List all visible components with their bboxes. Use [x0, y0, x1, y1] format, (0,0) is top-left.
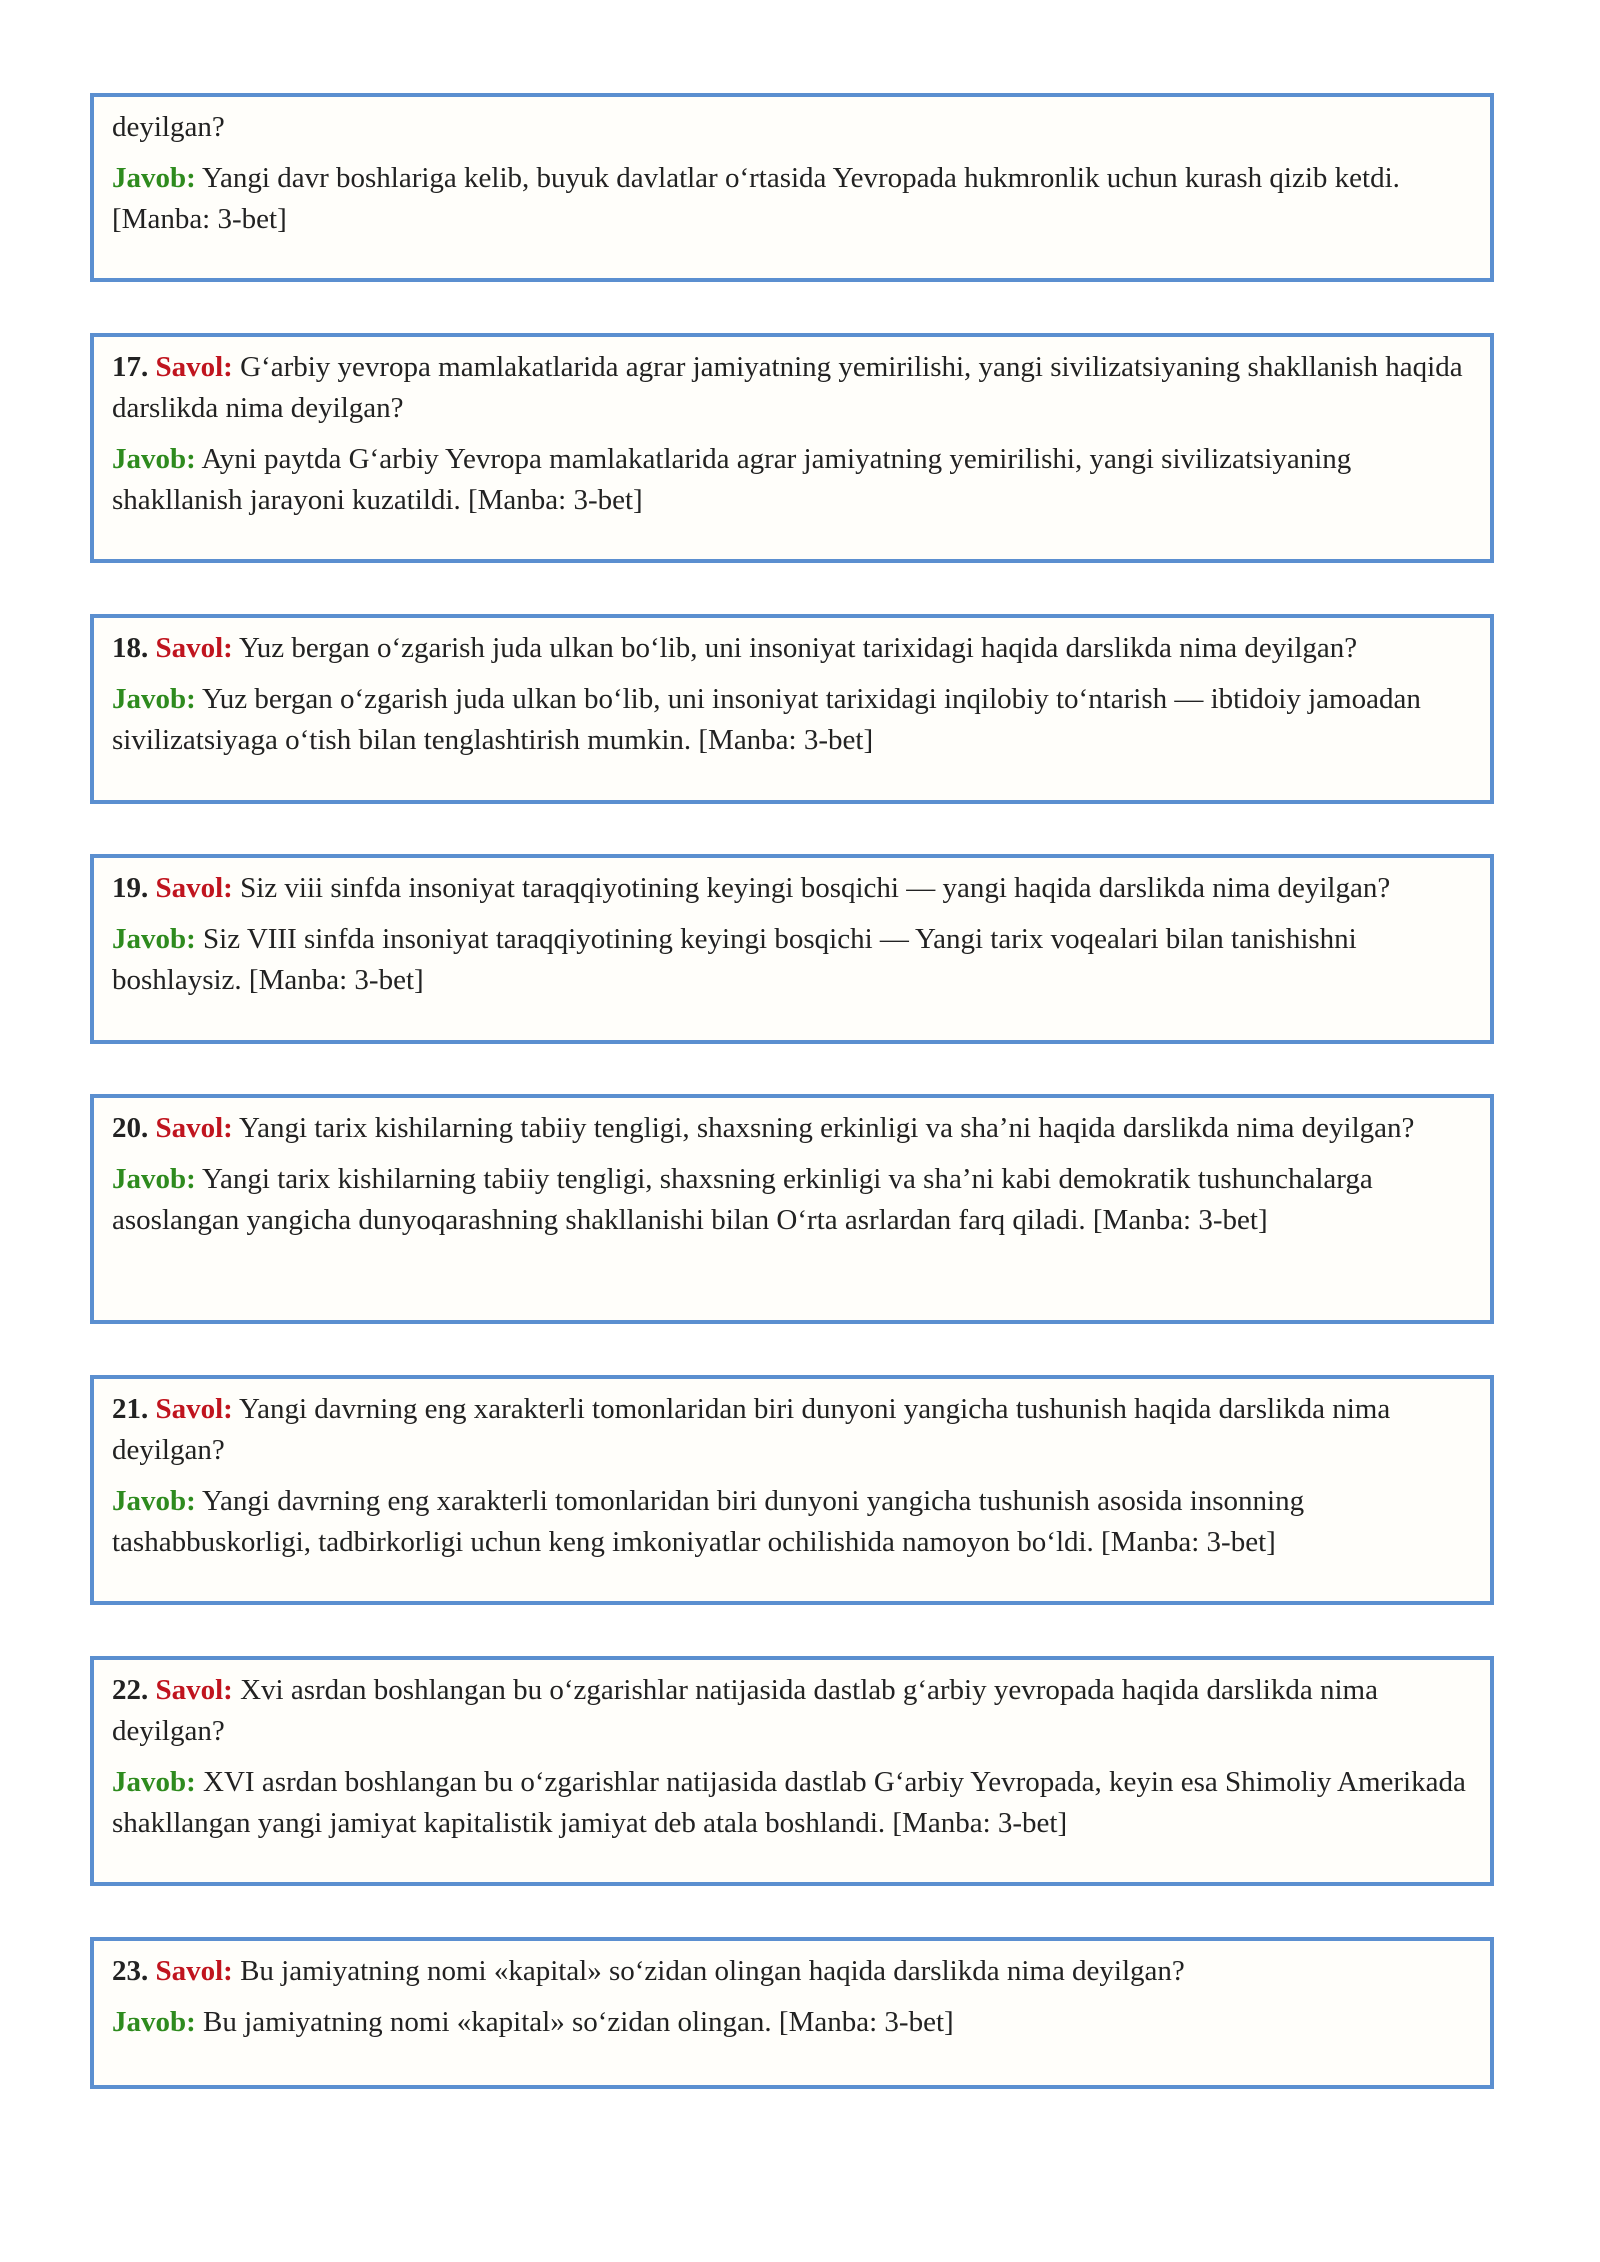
answer [112, 1762, 1472, 1844]
question [112, 868, 1472, 909]
question-number: 23. [112, 1955, 149, 1987]
javob-label: Javob: [112, 1163, 196, 1195]
answer [112, 439, 1472, 521]
savol-label: Savol: [155, 1393, 233, 1425]
qa-box-19 [90, 854, 1494, 1044]
answer-text: Bu jamiyatning nomi «kapital» so‘zidan olingan. [Manba: 3-bet] [203, 2006, 954, 2038]
savol-label: Savol: [155, 872, 233, 904]
savol-label: Savol: [155, 632, 233, 664]
javob-label: Javob: [112, 683, 196, 715]
answer [112, 919, 1472, 1001]
question-text: Yuz bergan o‘zgarish juda ulkan bo‘lib, uni insoniyat tarixidagi haqida darslikda nima deyilgan? [239, 632, 1358, 664]
question-text: Bu jamiyatning nomi «kapital» so‘zidan olingan haqida darslikda nima deyilgan? [240, 1955, 1185, 1987]
javob-label: Javob: [112, 1766, 196, 1798]
question [112, 347, 1472, 429]
question-text: Siz viii sinfda insoniyat taraqqiyotining keyingi bosqichi — yangi haqida darslikda nima deyilgan? [240, 872, 1391, 904]
answer [112, 158, 1472, 240]
qa-box-22 [90, 1656, 1494, 1886]
savol-label: Savol: [155, 1112, 233, 1144]
javob-label: Javob: [112, 162, 196, 194]
question-text: Yangi tarix kishilarning tabiiy tengligi, shaxsning erkinligi va sha’ni haqida darslikda nima deyilgan? [239, 1112, 1415, 1144]
answer-text: Ayni paytda G‘arbiy Yevropa mamlakatlarida agrar jamiyatning yemirilishi, yangi sivilizatsiyaning shakllanish jarayoni kuzatildi. [Manba: 3-bet] [112, 443, 1352, 516]
javob-label: Javob: [112, 1485, 196, 1517]
question [112, 1670, 1472, 1752]
answer [112, 679, 1472, 761]
answer-text: Siz VIII sinfda insoniyat taraqqiyotining keyingi bosqichi — Yangi tarix voqealari bilan tanishishni boshlaysiz. [Manba: 3-bet] [112, 923, 1357, 996]
answer-text: Yuz bergan o‘zgarish juda ulkan bo‘lib, uni insoniyat tarixidagi inqilobiy to‘ntarish — ibtidoiy jamoadan sivilizatsiyaga o‘tish bilan tenglashtirish mumkin. [Manba: 3-bet] [112, 683, 1421, 756]
qa-box-20 [90, 1094, 1494, 1324]
question-continuation: deyilgan? [112, 111, 225, 143]
question-number: 21. [112, 1393, 149, 1425]
javob-label: Javob: [112, 923, 196, 955]
qa-box-21 [90, 1375, 1494, 1605]
question [112, 628, 1472, 669]
qa-box-17 [90, 333, 1494, 563]
question-number: 18. [112, 632, 149, 664]
question-text: G‘arbiy yevropa mamlakatlarida agrar jamiyatning yemirilishi, yangi sivilizatsiyaning shakllanish haqida darslikda nima deyilgan? [112, 351, 1463, 424]
savol-label: Savol: [155, 351, 233, 383]
javob-label: Javob: [112, 2006, 196, 2038]
savol-label: Savol: [155, 1955, 233, 1987]
question-number: 20. [112, 1112, 149, 1144]
question-text: Yangi davrning eng xarakterli tomonlaridan biri dunyoni yangicha tushunish haqida darslikda nima deyilgan? [112, 1393, 1391, 1466]
question-number: 19. [112, 872, 149, 904]
qa-box-16-continued [90, 93, 1494, 282]
question-number: 17. [112, 351, 149, 383]
question-text: Xvi asrdan boshlangan bu o‘zgarishlar natijasida dastlab g‘arbiy yevropada haqida darslikda nima deyilgan? [112, 1674, 1378, 1747]
question [112, 1389, 1472, 1471]
answer-text: XVI asrdan boshlangan bu o‘zgarishlar natijasida dastlab G‘arbiy Yevropada, keyin esa Shimoliy Amerikada shakllangan yangi jamiyat kapitalistik jamiyat deb atala boshlandi. [Manba: 3-bet] [112, 1766, 1466, 1839]
qa-box-23 [90, 1937, 1494, 2089]
answer [112, 1159, 1472, 1241]
answer-text: Yangi tarix kishilarning tabiiy tengligi, shaxsning erkinligi va sha’ni kabi demokratik tushunchalarga asoslangan yangicha dunyoqarashning shakllanishi bilan O‘rta asrlardan farq qiladi. [Manba: 3-bet] [112, 1163, 1373, 1236]
question [112, 1108, 1472, 1149]
question-number: 22. [112, 1674, 149, 1706]
javob-label: Javob: [112, 443, 196, 475]
answer-text: Yangi davr boshlariga kelib, buyuk davlatlar o‘rtasida Yevropada hukmronlik uchun kurash qizib ketdi. [Manba: 3-bet] [112, 162, 1400, 235]
answer-text: Yangi davrning eng xarakterli tomonlaridan biri dunyoni yangicha tushunish asosida insonning tashabbuskorligi, tadbirkorligi uchun keng imkoniyatlar ochilishida namoyon bo‘ldi. [Manba: 3-bet] [112, 1485, 1305, 1558]
qa-box-18 [90, 614, 1494, 804]
answer [112, 2002, 1472, 2043]
question [112, 1951, 1472, 1992]
answer [112, 1481, 1472, 1563]
savol-label: Savol: [155, 1674, 233, 1706]
